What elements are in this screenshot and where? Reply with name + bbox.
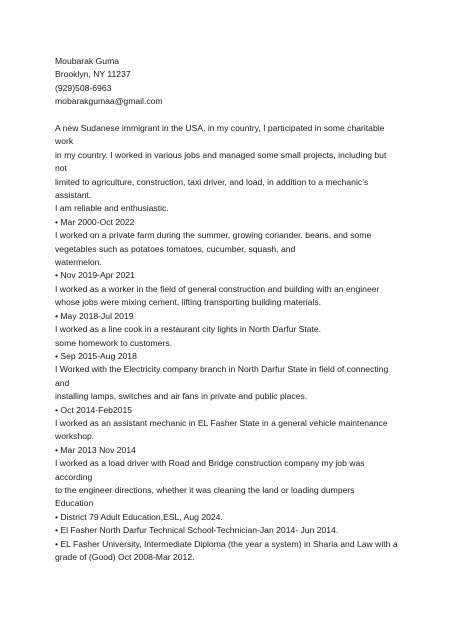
body-line: in my country. I worked in various jobs and managed some small projects, including but xyxy=(55,149,387,160)
body-line: grade of (Good) Oct 2008-Mar 2012. xyxy=(55,552,195,562)
contact-phone: (929)508-6963 xyxy=(55,82,112,93)
body-line: not xyxy=(55,163,67,174)
body-line: to the engineer directions, whether it was cleaning the land or loading dumpers xyxy=(55,484,355,495)
body-line: A new Sudanese immigrant in the USA. in my country, I participated in some charitable xyxy=(55,123,385,133)
resume-body xyxy=(55,122,455,564)
body-line: installing lamps, switches and air fans in private and public places. xyxy=(55,391,308,402)
body-line: vegetables such as potatoes tomatoes, cucumber, squash, and xyxy=(55,243,296,254)
body-line: workshop. xyxy=(55,431,95,442)
body-line: • District 79 Adult Education,ESL, Aug 2024. xyxy=(55,511,223,522)
body-line: • Oct 2014-Feb2015 xyxy=(55,404,133,415)
contact-name: Moubarak Guma xyxy=(55,56,120,66)
body-line: I worked as a line cook in a restaurant city lights in North Darfur State. xyxy=(55,324,322,335)
body-line: and xyxy=(55,377,70,388)
body-line: work xyxy=(55,136,74,147)
contact-email: mobarakgumaa@gmail.com xyxy=(55,96,163,107)
body-line: limited to agriculture, construction, taxi driver, and load, in addition to a mechanic’s xyxy=(55,176,369,187)
body-line: I Worked with the Electricity company branch in North Darfur State in field of connecting xyxy=(55,364,389,375)
body-line: I worked as an assistant mechanic in EL Fasher State in a general vehicle maintenance xyxy=(55,417,388,428)
body-line: I worked as a load driver with Road and Bridge construction company my job was xyxy=(55,458,365,469)
body-line: • Mar 2013 Nov 2014 xyxy=(55,444,136,455)
body-line: I worked as a worker in the field of general construction and building with an engineer xyxy=(55,283,380,294)
body-line: I am reliable and enthusiastic. xyxy=(55,203,169,214)
body-line: • El Fasher North Darfur Technical School-Technician-Jan 2014- Jun 2014. xyxy=(55,525,339,536)
body-line: • Nov 2019-Apr 2021 xyxy=(55,270,135,281)
body-line: • Mar 2000-Oct 2022 xyxy=(55,216,135,227)
body-line: watermelon. xyxy=(55,257,102,268)
body-line: • EL Fasher University, Intermediate Diploma (the year a system) in Sharia and Law with a xyxy=(55,538,398,549)
body-line: some homework to customers. xyxy=(55,337,173,348)
body-line: whose jobs were mixing cement, lifting transporting building materials. xyxy=(55,297,322,308)
body-line: I worked on a private farm during the summer, growing coriander. beans, and some xyxy=(55,230,372,241)
body-line: Education xyxy=(55,498,94,509)
contact-block xyxy=(55,55,455,109)
body-line: • Sep 2015-Aug 2018 xyxy=(55,350,137,361)
contact-city: Brooklyn, NY 11237 xyxy=(55,69,131,80)
body-line: according xyxy=(55,471,93,482)
body-line: assistant. xyxy=(55,190,92,201)
body-line: • May 2018-Jul 2019 xyxy=(55,310,134,321)
